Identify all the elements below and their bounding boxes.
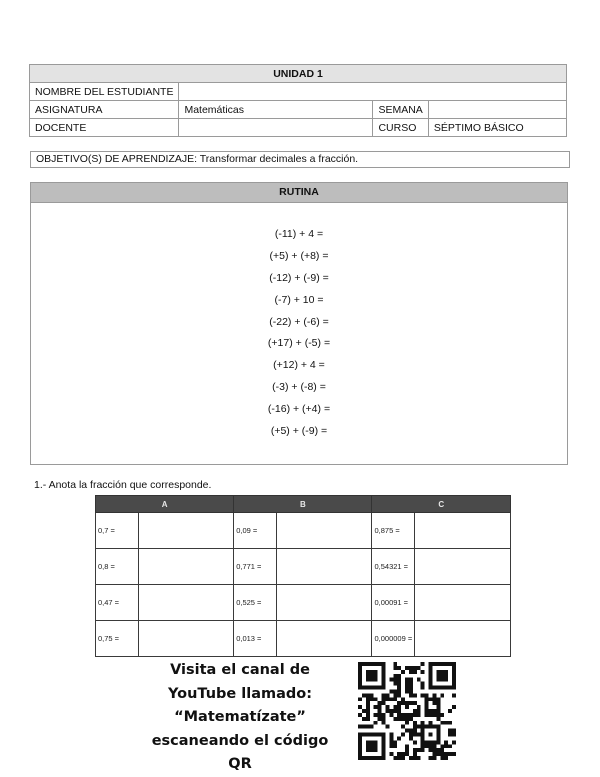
promo-line: “Matematízate” (174, 709, 306, 725)
decimal-cell: 0,47 = (96, 585, 139, 621)
exercise-item: (-11) + 4 = (274, 228, 324, 240)
decimal-cell: 0,771 = (234, 549, 277, 585)
exercise-item: (-22) + (-6) = (269, 315, 329, 328)
exercise-item: (+5) + (+8) = (269, 249, 329, 262)
promo-line: YouTube llamado: (167, 685, 313, 702)
column-header-c: C (372, 496, 511, 513)
teacher-field[interactable] (179, 119, 373, 137)
exercise-item: (+12) + 4 = (273, 359, 325, 372)
student-field[interactable] (179, 83, 567, 101)
decimal-cell: 0,000009 = (372, 621, 415, 657)
answer-cell[interactable] (138, 513, 234, 549)
exercise-item: (+17) + (-5) = (267, 337, 331, 350)
answer-cell[interactable] (276, 585, 372, 621)
rutina-box (30, 182, 568, 465)
decimal-cell: 0,54321 = (372, 549, 415, 585)
subject-value: Matemáticas (179, 101, 373, 119)
answer-cell[interactable] (415, 585, 511, 621)
decimal-cell: 0,875 = (372, 513, 415, 549)
table-row (96, 585, 511, 621)
course-value: SÉPTIMO BÁSICO (428, 119, 566, 137)
answer-cell[interactable] (138, 621, 234, 657)
decimal-cell: 0,8 = (96, 549, 139, 585)
decimal-cell: 0,09 = (234, 513, 277, 549)
exercise-item: (-12) + (-9) = (269, 271, 329, 284)
column-header-b: B (234, 496, 372, 513)
student-label: NOMBRE DEL ESTUDIANTE (30, 83, 179, 101)
exercise-item: (-7) + 10 = (274, 293, 324, 306)
promo-line: escaneando el código QR (151, 732, 329, 772)
qr-code-icon[interactable] (358, 662, 456, 760)
week-label: SEMANA (373, 101, 428, 119)
student-info-table (29, 64, 567, 137)
rutina-title: RUTINA (31, 183, 567, 203)
table-row (96, 513, 511, 549)
learning-objective: OBJETIVO(S) DE APRENDIZAJE: Transformar decimales a fracción. (30, 151, 570, 168)
answer-cell[interactable] (276, 513, 372, 549)
teacher-label: DOCENTE (30, 119, 179, 137)
exercise-instruction: 1.- Anota la fracción que corresponde. (34, 479, 212, 491)
week-field[interactable] (428, 101, 566, 119)
answer-cell[interactable] (138, 549, 234, 585)
column-header-a: A (96, 496, 234, 513)
table-row (96, 549, 511, 585)
decimal-cell: 0,75 = (96, 621, 139, 657)
decimal-cell: 0,00091 = (372, 585, 415, 621)
answer-cell[interactable] (276, 549, 372, 585)
exercise-item: (-3) + (-8) = (272, 381, 326, 394)
exercise-item: (-16) + (+4) = (267, 403, 331, 416)
exercise-item: (+5) + (-9) = (270, 425, 328, 438)
answer-cell[interactable] (415, 621, 511, 657)
decimal-cell: 0,525 = (234, 585, 277, 621)
answer-cell[interactable] (138, 585, 234, 621)
decimal-cell: 0,013 = (234, 621, 277, 657)
decimal-fraction-table (95, 495, 511, 657)
course-label: CURSO (373, 119, 428, 137)
subject-label: ASIGNATURA (30, 101, 179, 119)
answer-cell[interactable] (415, 549, 511, 585)
table-row (96, 621, 511, 657)
unit-title: UNIDAD 1 (30, 65, 567, 83)
promo-line: Visita el canal de (170, 662, 310, 678)
youtube-promo (140, 659, 340, 777)
exercise-list (31, 224, 567, 443)
answer-cell[interactable] (415, 513, 511, 549)
decimal-cell: 0,7 = (96, 513, 139, 549)
answer-cell[interactable] (276, 621, 372, 657)
